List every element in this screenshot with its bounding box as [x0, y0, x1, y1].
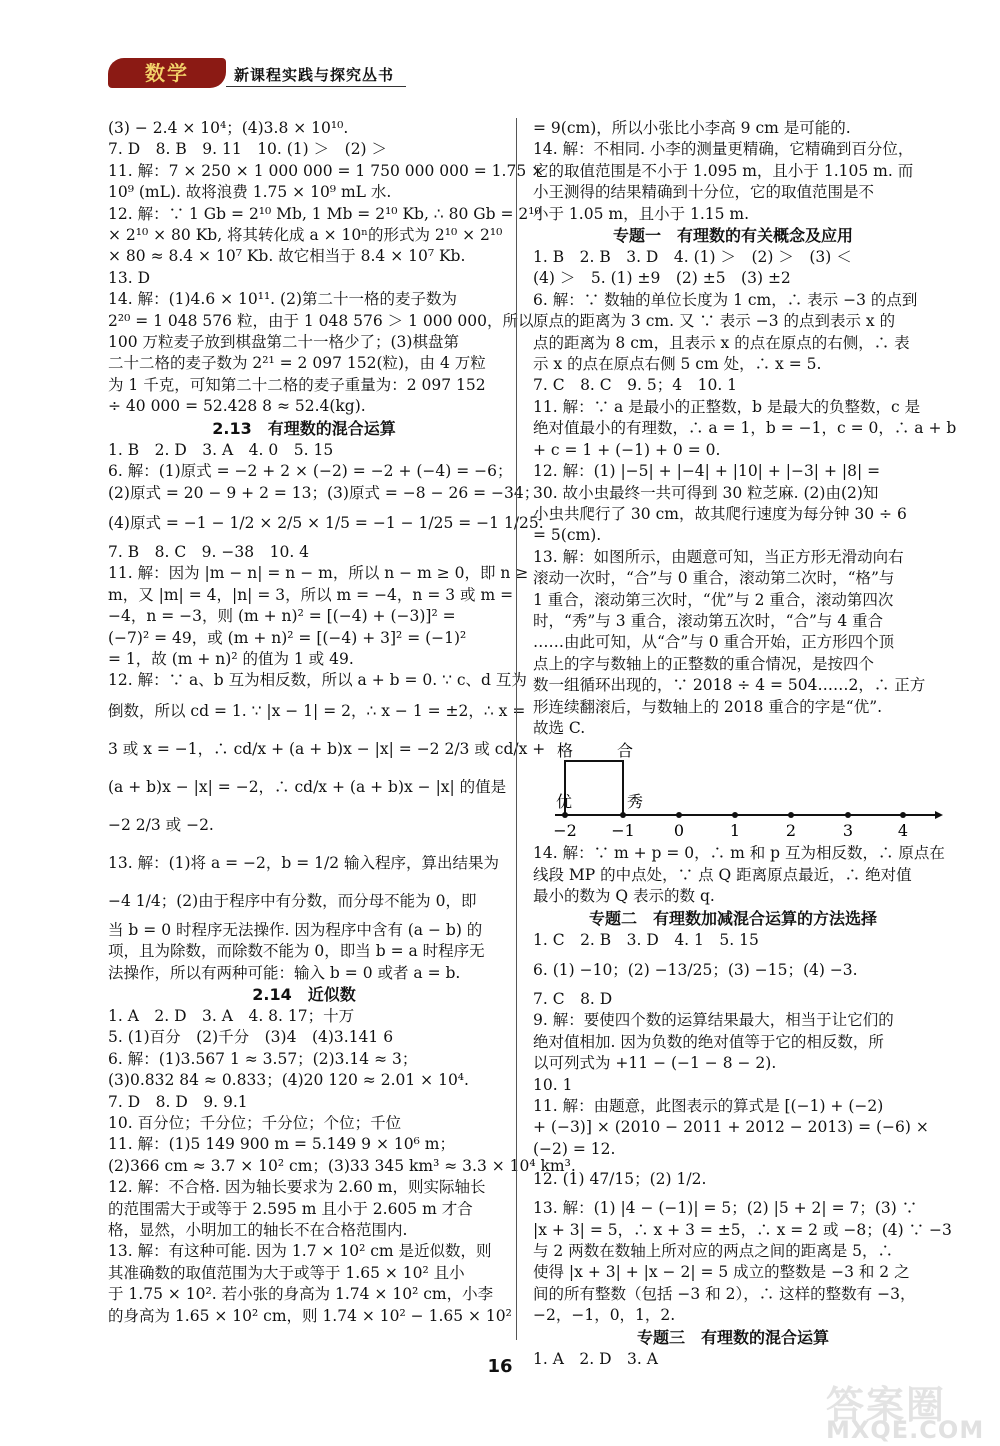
text-line: + (−3)] × (2010 − 2011 + 2012 − 2013) = (−6) × — [533, 1118, 929, 1137]
text-line: = 9(cm)，所以小张比小李高 9 cm 是可能的. — [533, 119, 851, 137]
text-line: 10⁹ (mL). 故将浪费 1.75 × 10⁹ mL 水. — [108, 183, 392, 202]
text-line: 它的取值范围是不小于 1.095 m，且小于 1.105 m. 而 — [533, 161, 914, 180]
text-line: 12. 解：∵ 1 Gb = 2¹⁰ Mb, 1 Mb = 2¹⁰ Kb, ∴ 80 Gb = 2¹⁰ — [108, 204, 541, 223]
text-line: 使得 |x + 3| + |x − 2| = 5 成立的整数是 −3 和 2 之 — [533, 1263, 910, 1282]
page-number: 16 — [487, 1356, 513, 1377]
text-line: 格，显然，小明加工的轴长不在合格范围内. — [108, 1221, 408, 1240]
text-line: 与 2 两数在数轴上所对应的两点之间的距离是 5，∴ — [533, 1242, 894, 1261]
text-line: 14. 解：∵ m + p = 0，∴ m 和 p 互为相反数，∴ 原点在 — [533, 844, 945, 863]
text-line: (2)366 cm ≈ 3.7 × 10² cm；(3)33 345 km³ ≈ 3.3 × 10⁴ km³. — [108, 1156, 576, 1175]
text-line: 11. 解：∵ a 是最小的正整数，b 是最大的负整数，c 是 — [533, 397, 921, 416]
text-line: 13. D — [108, 268, 151, 287]
section-heading-topic-1: 专题一 有理数的有关概念及应用 — [612, 226, 853, 246]
text-line: 6. 解：(1)原式 = −2 + 2 × (−2) = −2 + (−4) = −6； — [108, 462, 513, 481]
text-line: 小虫共爬行了 30 cm，故其爬行速度为每分钟 30 ÷ 6 — [533, 504, 907, 523]
text-line: 数一组循环出现的，∵ 2018 ÷ 4 = 504……2，∴ 正方 — [533, 676, 926, 695]
subject-badge: 数学 — [108, 58, 226, 88]
text-line: 为 1 千克，可知第二十二格的麦子重量为：2 097 152 — [108, 375, 486, 394]
header-rule — [226, 86, 406, 87]
tick-dot — [845, 812, 851, 818]
text-line: 时，“秀”与 3 重合，滚动第五次时，“合”与 4 重合 — [533, 611, 884, 630]
corner-label-he: 合 — [616, 741, 634, 761]
text-line: 6. 解：∵ 数轴的单位长度为 1 cm，∴ 表示 −3 的点到 — [533, 290, 918, 309]
text-line: 13. 解：如图所示，由题意可知，当正方形无滑动向右 — [533, 547, 904, 566]
text-line: (a + b)x − |x| = −2，∴ cd/x + (a + b)x − |x| 的值是 — [108, 777, 507, 796]
text-line: 11. 解：由题意，此图表示的算式是 [(−1) + (−2) — [533, 1097, 884, 1116]
text-line: 3 或 x = −1，∴ cd/x + (a + b)x − |x| = −2 2/3 或 cd/x + — [108, 739, 546, 758]
text-line: 7. C 8. D — [533, 990, 613, 1008]
text-line: 14. 解：不相同. 小李的测量更精确，它精确到百分位， — [533, 140, 914, 159]
text-line: 10. 百分位；千分位；千分位；个位；千位 — [108, 1114, 402, 1132]
right-column — [533, 118, 957, 1370]
text-line: 1. C 2. B 3. D 4. 1 5. 15 — [533, 930, 759, 949]
tick-dot — [676, 812, 682, 818]
text-line: 小王测得的结果精确到十分位，它的取值范围是不 — [533, 183, 875, 202]
text-line: 12. 解：(1) |−5| + |−4| + |10| + |−3| + |8| = — [533, 462, 881, 481]
text-line: 11. 解：因为 |m − n| = n − m，所以 n − m ≥ 0，即 n ≥ — [108, 564, 529, 583]
text-line: 100 万粒麦子放到棋盘第二十一格少了；(3)棋盘第 — [108, 333, 459, 352]
text-line: 7. C 8. C 9. 5；4 10. 1 — [533, 376, 738, 395]
tick-dot — [900, 812, 906, 818]
text-line: 形连续翻滚后，与数轴上的 2018 重合的字是“优”. — [533, 697, 883, 716]
text-line: = 1，故 (m + n)² 的值为 1 或 49. — [108, 649, 354, 668]
text-line: + c = 1 + (−1) + 0 = 0. — [533, 440, 721, 459]
text-line: 1. B 2. D 3. A 4. 0 5. 15 — [108, 440, 334, 459]
text-line: (−7)² = 49，或 (m + n)² = [(−4) + 3]² = (−1)² — [108, 628, 467, 647]
tick-label: 3 — [842, 821, 854, 841]
text-line: 最小的数为 Q 表示的数 q. — [533, 887, 715, 906]
text-line: 其准确数的取值范围为大于或等于 1.65 × 10² 且小 — [108, 1263, 465, 1282]
page-header — [108, 56, 408, 92]
text-line: 法操作，所以有两种可能：输入 b = 0 或者 a = b. — [108, 963, 461, 982]
text-line: 间的所有整数（包括 −3 和 2），∴ 这样的整数有 −3， — [533, 1284, 916, 1303]
tick-dot — [732, 812, 738, 818]
text-line: m，又 |m| = 4，|n| = 3，所以 m = −4，n = 3 或 m = — [108, 585, 514, 604]
text-line: 13. 解：有这种可能. 因为 1.7 × 10² cm 是近似数，则 — [108, 1242, 492, 1261]
text-line: 小于 1.05 m，且小于 1.15 m. — [533, 204, 750, 223]
tick-label: 1 — [729, 821, 741, 841]
text-line: −2，−1，0，1，2. — [533, 1306, 676, 1325]
text-line: 1. A 2. D 3. A 4. 8. 17；十万 — [108, 1006, 355, 1025]
text-line: −4，n = −3，则 (m + n)² = [(−4) + (−3)]² = — [108, 607, 456, 626]
section-heading-topic-2: 专题二 有理数加减混合运算的方法选择 — [588, 908, 877, 928]
text-line: 7. B 8. C 9. −38 10. 4 — [108, 542, 310, 561]
text-line: 12. 解：∵ a、b 互为相反数，所以 a + b = 0. ∵ c、d 互为 — [108, 671, 527, 690]
text-line: = 5(cm). — [533, 526, 602, 545]
text-line: ……由此可知，从“合”与 0 重合开始，正方形四个顶 — [533, 633, 895, 652]
text-line: 13. 解：(1) |4 − (−1)| = 5；(2) |5 + 2| = 7；(3) ∵ — [533, 1199, 918, 1218]
watermark-logo — [806, 1370, 996, 1442]
text-line: 线段 MP 的中点处，∵ 点 Q 距离原点最近，∴ 绝对值 — [533, 865, 912, 884]
text-line: 11. 解：(1)5 149 900 m = 5.149 9 × 10⁶ m； — [108, 1135, 455, 1154]
text-line: 1. A 2. D 3. A — [533, 1349, 658, 1368]
text-line: (4) ＞ 5. (1) ±9 (2) ±5 (3) ±2 — [533, 269, 791, 288]
text-line: 7. D 8. B 9. 11 10. (1) ＞ (2) ＞ — [108, 140, 388, 159]
text-line: 11. 解：7 × 250 × 1 000 000 = 1 750 000 000 = 1.75 × — [108, 161, 545, 180]
text-line: 6. 解：(1)3.567 1 ≈ 3.57；(2)3.14 ≈ 3； — [108, 1049, 418, 1068]
text-line: 以可列式为 +11 − (−1 − 8 − 2). — [533, 1054, 777, 1073]
text-line: 示 x 的点在原点右侧 5 cm 处，∴ x = 5. — [533, 355, 822, 374]
text-line: 5. (1)百分 (2)千分 (3)4 (4)3.141 6 — [108, 1028, 394, 1047]
tick-label: 2 — [785, 821, 797, 841]
rolling-square — [565, 761, 623, 815]
text-line: −4 1/4；(2)由于程序中有分数，而分母不能为 0，即 — [108, 891, 477, 910]
text-line: 点上的字与数轴上的正整数的重合情况，是按四个 — [533, 654, 875, 673]
text-line: (3) − 2.4 × 10⁴；(4)3.8 × 10¹⁰. — [108, 119, 349, 137]
text-line: × 80 ≈ 8.4 × 10⁷ Kb. 故它相当于 8.4 × 10⁷ Kb. — [108, 247, 466, 266]
corner-label-you: 优 — [555, 792, 573, 812]
section-heading-2-13: 2.13 有理数的混合运算 — [212, 418, 396, 438]
column-divider — [516, 118, 517, 1340]
text-line: (−2) = 12. — [533, 1139, 616, 1158]
text-line: 故选 C. — [533, 718, 586, 737]
text-line: 7. D 8. D 9. 9.1 — [108, 1092, 248, 1111]
tick-label: −2 — [553, 821, 577, 841]
text-line: 13. 解：(1)将 a = −2，b = 1/2 输入程序，算出结果为 — [108, 853, 500, 872]
text-line: ÷ 40 000 = 52.428 8 ≈ 52.4(kg). — [108, 397, 366, 416]
text-line: 项，且为除数，而除数不能为 0，即当 b = a 时程序无 — [108, 942, 485, 961]
arrow-right-icon — [935, 811, 943, 819]
text-line: 的范围需大于或等于 2.595 m 且小于 2.605 m 才合 — [108, 1199, 473, 1218]
text-line: 9. 解：要使四个数的运算结果最大，相当于让它们的 — [533, 1011, 894, 1030]
text-line: 2²⁰ = 1 048 576 粒，由于 1 048 576 ＞ 1 000 000，所以 — [108, 311, 534, 330]
text-line: 1 重合，滚动第三次时，“优”与 2 重合，滚动第四次 — [533, 590, 894, 609]
text-line: 倒数，所以 cd = 1. ∵ |x − 1| = 2，∴ x − 1 = ±2，∴ x = — [108, 701, 526, 720]
corner-label-xiu: 秀 — [626, 792, 644, 812]
tick-label: 0 — [673, 821, 685, 841]
text-line: (2)原式 = 20 − 9 + 2 = 13；(3)原式 = −8 − 26 = −34； — [108, 483, 540, 502]
text-line: 30. 故小虫最终一共可得到 30 粒芝麻. (2)由(2)知 — [533, 483, 879, 502]
text-line: 12. (1) 47/15；(2) 1/2. — [533, 1170, 707, 1189]
series-title: 新课程实践与探究丛书 — [234, 66, 395, 84]
text-line: 1. B 2. B 3. D 4. (1) ＞ (2) ＞ (3) ＜ — [533, 248, 852, 267]
section-heading-2-14: 2.14 近似数 — [252, 984, 356, 1004]
text-line: (4)原式 = −1 − 1/2 × 2/5 × 1/5 = −1 − 1/25 = −1 1/25. — [108, 513, 544, 532]
text-line: 于 1.75 × 10². 若小张的身高为 1.74 × 10² cm，小李 — [108, 1285, 494, 1304]
text-line: 14. 解：(1)4.6 × 10¹¹. (2)第二十一格的麦子数为 — [108, 290, 457, 309]
text-line: 滚动一次时，“合”与 0 重合，滚动第二次时，“格”与 — [533, 569, 895, 588]
text-line: 10. 1 — [533, 1075, 573, 1094]
text-line: × 2¹⁰ × 80 Kb, 将其转化成 a × 10ⁿ的形式为 2¹⁰ × 2¹⁰ — [108, 226, 503, 245]
text-line: 的身高为 1.65 × 10² cm，则 1.74 × 10² − 1.65 × 10² — [108, 1306, 512, 1325]
text-line: −2 2/3 或 −2. — [108, 815, 214, 834]
text-line: 绝对值最小的有理数，∴ a = 1，b = −1，c = 0，∴ a + b — [533, 419, 957, 438]
number-line-diagram — [533, 741, 933, 841]
corner-label-ge: 格 — [556, 741, 574, 761]
text-line: 绝对值相加. 因为负数的绝对值等于它的相反数，所 — [533, 1032, 884, 1051]
tick-dot — [620, 812, 626, 818]
watermark-main-text: 答案圈 — [826, 1383, 947, 1427]
tick-dot — [562, 812, 568, 818]
text-line: 二十二格的麦子数为 2²¹ = 2 097 152(粒)，由 4 万粒 — [108, 354, 486, 373]
tick-label: 4 — [897, 821, 909, 841]
text-line: (3)0.832 84 ≈ 0.833；(4)20 120 ≈ 2.01 × 10⁴. — [108, 1071, 469, 1090]
text-line: 点的距离为 8 cm，且表示 x 的点在原点的右侧，∴ 表 — [533, 333, 910, 352]
number-line-svg — [533, 741, 933, 841]
text-line: 12. 解：不合格. 因为轴长要求为 2.60 m，则实际轴长 — [108, 1178, 486, 1197]
tick-label: −1 — [611, 821, 635, 841]
watermark-sub-text: MXQE.COM — [826, 1416, 985, 1444]
text-line: |x + 3| = 5，∴ x + 3 = ±5，∴ x = 2 或 −8；(4) ∵ −3 — [533, 1220, 952, 1239]
tick-dot — [788, 812, 794, 818]
section-heading-topic-3: 专题三 有理数的混合运算 — [636, 1327, 829, 1347]
text-line: 原点的距离为 3 cm. 又 ∵ 表示 −3 的点到表示 x 的 — [533, 312, 896, 331]
text-line: 6. (1) −10；(2) −13/25；(3) −15；(4) −3. — [533, 961, 858, 979]
text-line: 当 b = 0 时程序无法操作. 因为程序中含有 (a − b) 的 — [108, 920, 483, 939]
